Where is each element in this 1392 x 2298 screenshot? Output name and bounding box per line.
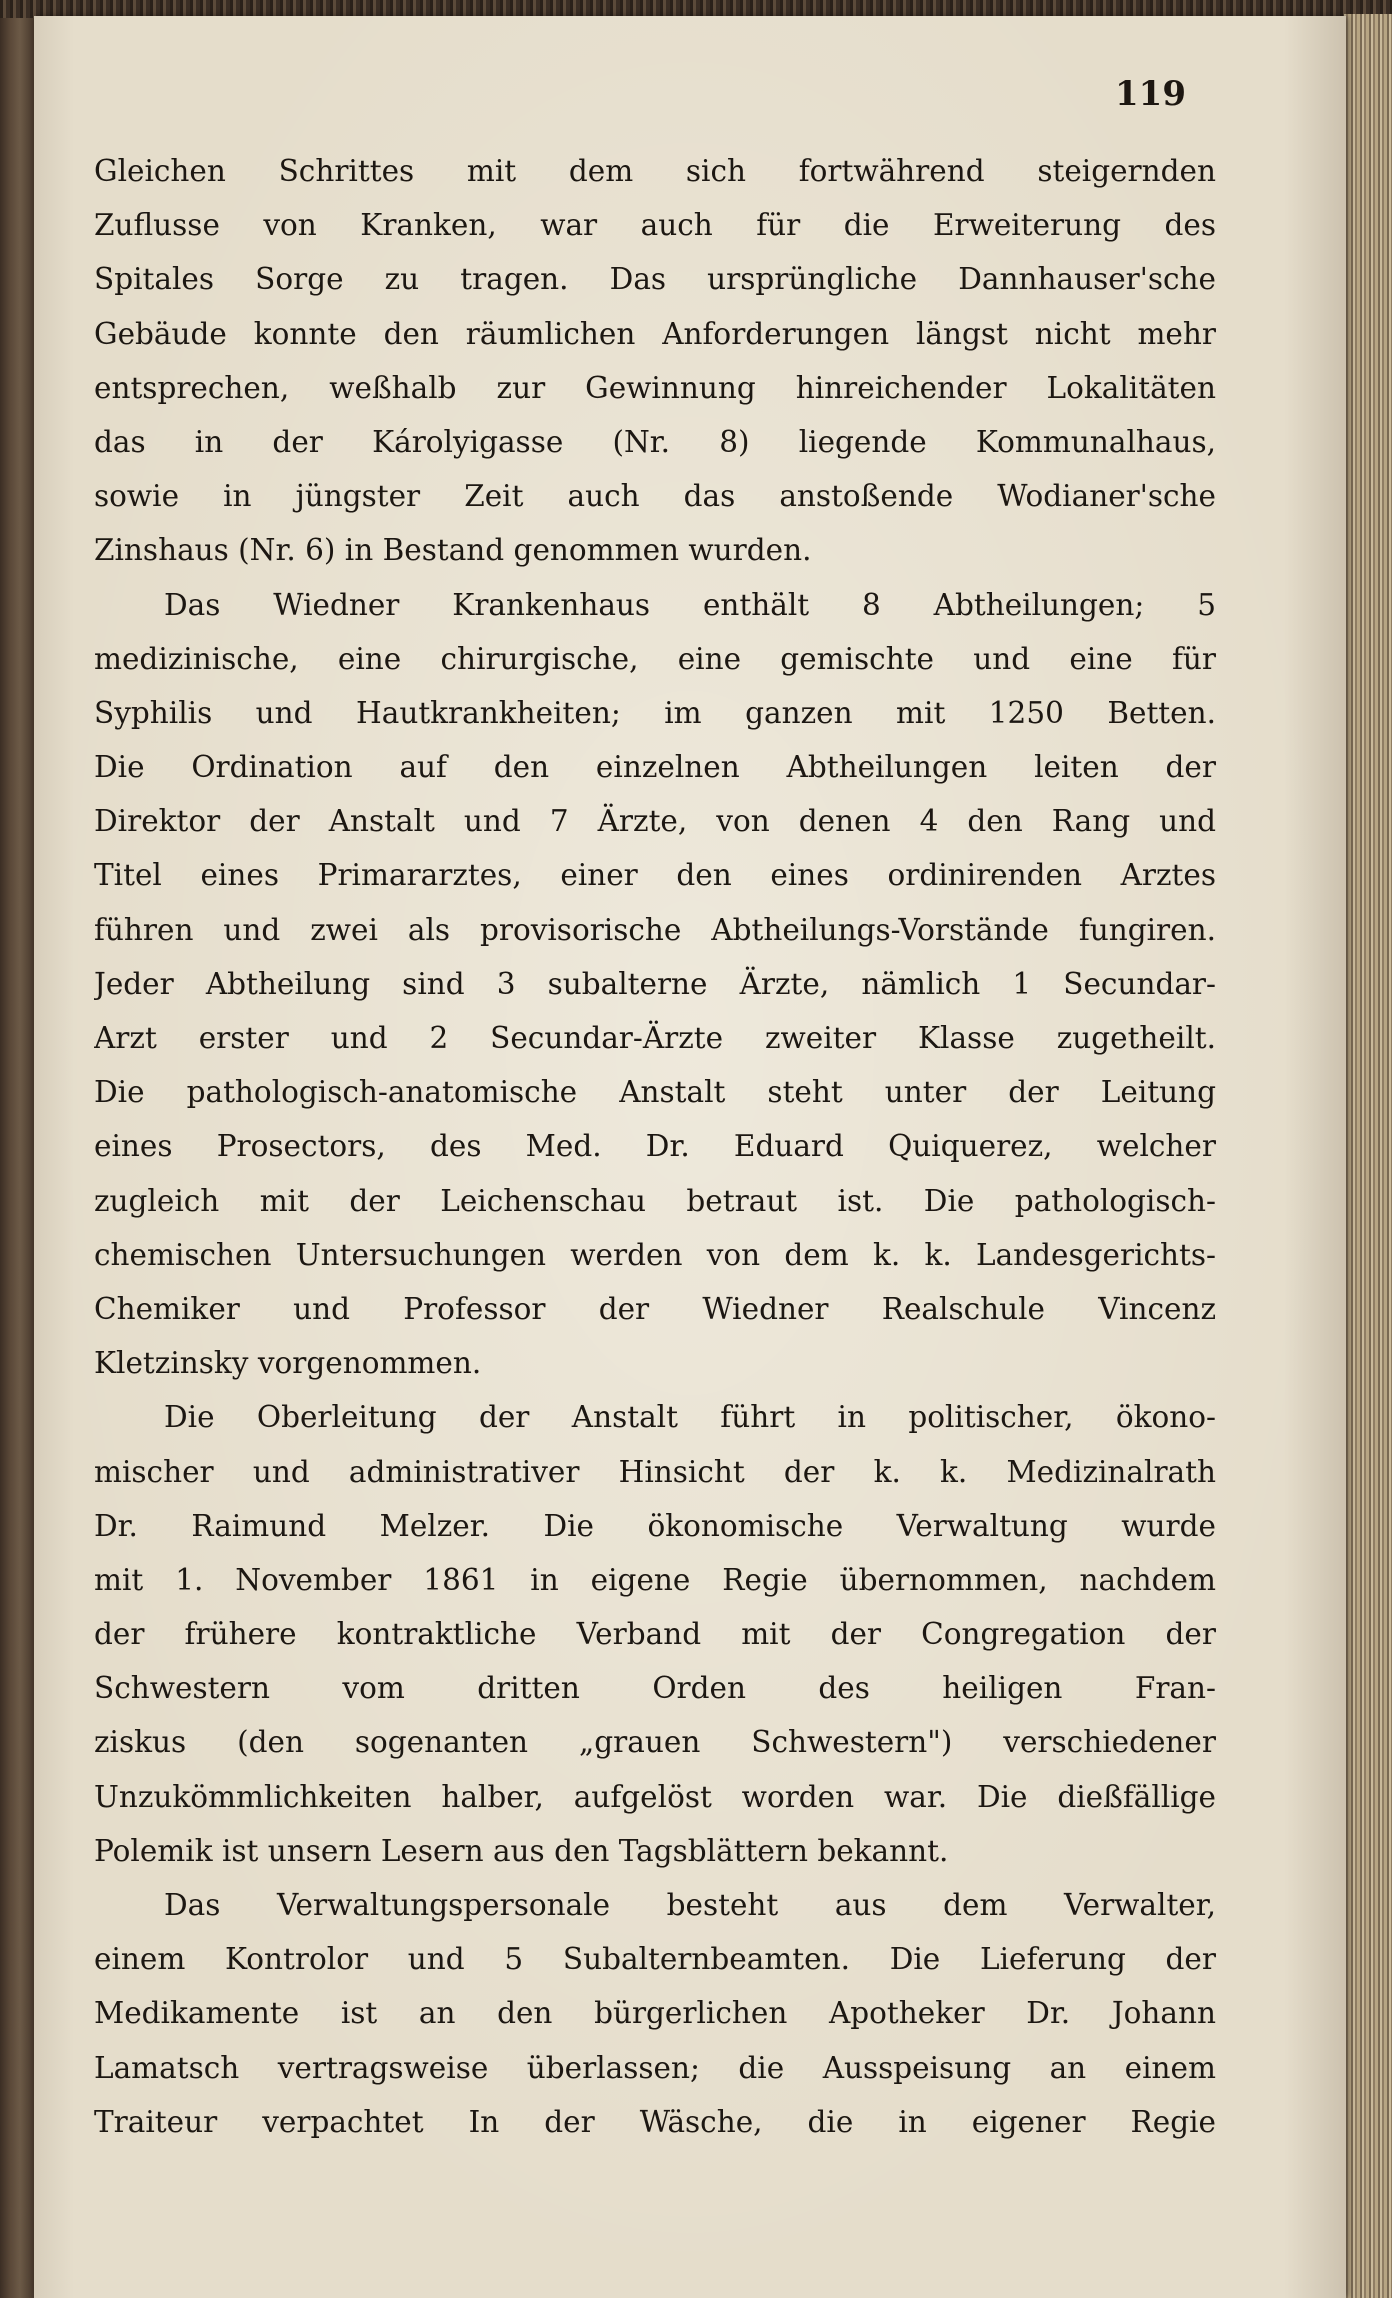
text-line: Zuflusse von Kranken, war auch für die Erweiterung des — [94, 208, 1216, 243]
text-line: sowie in jüngster Zeit auch das anstoßende Wodianer'sche — [94, 479, 1216, 514]
text-line: Unzukömmlichkeiten halber, aufgelöst worden war. Die dießfällige — [94, 1779, 1216, 1814]
text-line: Titel eines Primararztes, einer den eines ordinirenden Arztes — [94, 858, 1216, 893]
text-line: Die Oberleitung der Anstalt führt in politischer, ökono- — [164, 1400, 1216, 1435]
text-line: eines Prosectors, des Med. Dr. Eduard Quiquerez, welcher — [94, 1129, 1216, 1164]
text-line: Direktor der Anstalt und 7 Ärzte, von denen 4 den Rang und — [94, 804, 1216, 839]
text-line: Traiteur verpachtet In der Wäsche, die in eigener Regie — [94, 2104, 1216, 2139]
text-line: Polemik ist unsern Lesern aus den Tagsblättern bekannt. — [94, 1833, 949, 1868]
text-line: Medikamente ist an den bürgerlichen Apotheker Dr. Johann — [94, 1996, 1216, 2031]
text-line: mit 1. November 1861 in eigene Regie übernommen, nachdem — [94, 1562, 1216, 1597]
page-number: 119 — [1115, 74, 1186, 114]
text-line: entsprechen, weßhalb zur Gewinnung hinreichender Lokalitäten — [94, 370, 1216, 405]
text-line: Die Ordination auf den einzelnen Abtheilungen leiten der — [94, 750, 1216, 785]
text-line: der frühere kontraktliche Verband mit der Congregation der — [94, 1617, 1216, 1652]
page-edges — [1344, 14, 1392, 2298]
text-line: Arzt erster und 2 Secundar-Ärzte zweiter Klasse zugetheilt. — [94, 1021, 1216, 1055]
text-line: Die pathologisch-anatomische Anstalt steht unter der Leitung — [94, 1075, 1216, 1110]
text-line: Spitales Sorge zu tragen. Das ursprüngliche Dannhauser'sche — [94, 262, 1216, 297]
body-text — [94, 144, 1216, 2149]
text-line: einem Kontrolor und 5 Subalternbeamten. Die Lieferung der — [94, 1942, 1216, 1977]
text-line: Chemiker und Professor der Wiedner Realschule Vincenz — [94, 1291, 1216, 1326]
text-line: ziskus (den sogenanten „grauen Schwestern") verschiedener — [94, 1725, 1216, 1760]
text-line: zugleich mit der Leichenschau betraut ist. Die pathologisch- — [94, 1183, 1216, 1218]
page — [34, 16, 1346, 2298]
text-line: Syphilis und Hautkrankheiten; im ganzen mit 1250 Betten. — [94, 695, 1216, 730]
text-line: chemischen Untersuchungen werden von dem k. k. Landesgerichts- — [94, 1237, 1216, 1272]
text-line: Kletzinsky vorgenommen. — [94, 1346, 482, 1381]
text-line: medizinische, eine chirurgische, eine gemischte und eine für — [94, 641, 1216, 676]
text-line: Jeder Abtheilung sind 3 subalterne Ärzte, nämlich 1 Secundar- — [94, 966, 1216, 1001]
text-line: Das Verwaltungspersonale besteht aus dem Verwalter, — [164, 1888, 1216, 1922]
text-line: Gleichen Schrittes mit dem sich fortwährend steigernden — [94, 154, 1216, 188]
text-line: Das Wiedner Krankenhaus enthält 8 Abtheilungen; 5 — [164, 587, 1216, 622]
text-line: Schwestern vom dritten Orden des heiligen Fran- — [94, 1671, 1216, 1706]
text-line: Gebäude konnte den räumlichen Anforderungen längst nicht mehr — [94, 316, 1216, 351]
text-line: Lamatsch vertragsweise überlassen; die Ausspeisung an einem — [94, 2050, 1216, 2085]
text-line: Dr. Raimund Melzer. Die ökonomische Verwaltung wurde — [94, 1508, 1216, 1543]
text-line: Zinshaus (Nr. 6) in Bestand genommen wurden. — [94, 533, 812, 568]
text-line: mischer und administrativer Hinsicht der k. k. Medizinalrath — [94, 1454, 1216, 1489]
text-line: das in der Károlyigasse (Nr. 8) liegende Kommunalhaus, — [94, 424, 1216, 459]
text-line: führen und zwei als provisorische Abtheilungs-Vorstände fungiren. — [94, 912, 1216, 947]
